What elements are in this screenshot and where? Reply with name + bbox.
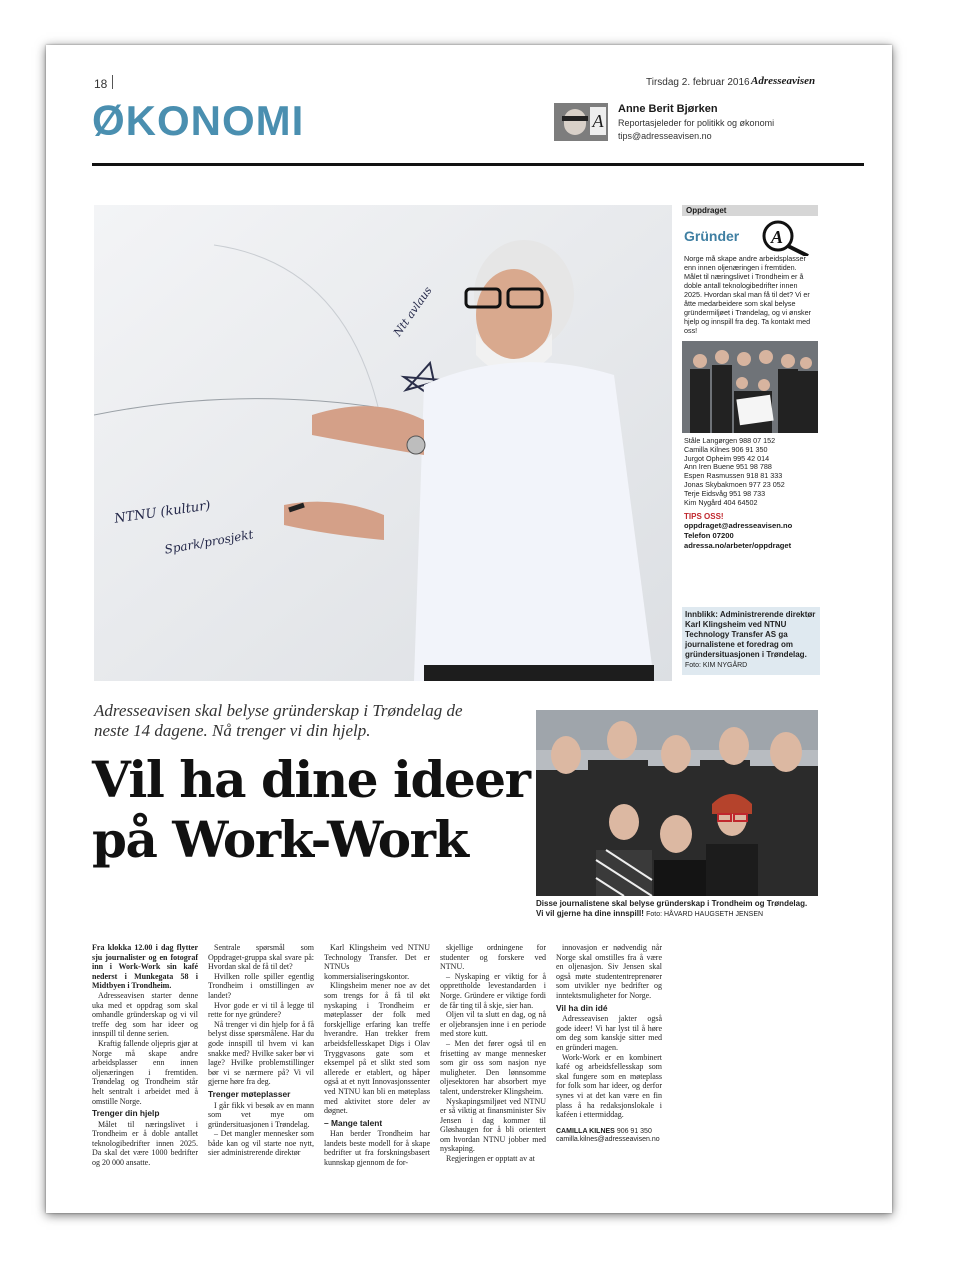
signature-email[interactable]: camilla.kilnes@adresseavisen.no bbox=[556, 1135, 660, 1143]
photo-caption bbox=[682, 607, 820, 675]
sidebar-label: Oppdraget bbox=[682, 205, 818, 216]
contact-line: Jurgot Opheim 995 42 014 bbox=[684, 453, 770, 463]
paragraph: Hvor gode er vi til å legge til rette for nye gründere? bbox=[208, 1000, 314, 1020]
whiteboard-text-2: Spark/prosjekt bbox=[163, 527, 255, 557]
paragraph: – Det mangler mennesker som både kan og vil starte noe nytt, sier administrerende direktør bbox=[208, 1129, 314, 1158]
signature-phone: 906 91 350 bbox=[616, 1127, 652, 1135]
magnifier-logo-icon bbox=[758, 218, 814, 256]
group-caption-credit: Foto: HÅVARD HAUGSETH JENSEN bbox=[646, 911, 764, 918]
paragraph: Klingsheim mener noe av det som trengs for å få til økt nyskaping i Trondheim er møteplasser der folk med forskjellige erfaring kan treffe hverandre. Han trekker frem arbeidsfellesskapet Digs i Olav Tryggvasons gate som et eksempel på et slikt sted som allerede er etablert, og håper også at et nytt Innovasjonssenter ved NTNU kan bli en møteplass med aktivitet store deler av døgnet. bbox=[324, 981, 430, 1116]
article-column-1 bbox=[92, 943, 198, 1168]
header-rule bbox=[92, 163, 864, 166]
paragraph: Sentrale spørsmål som Oppdraget-gruppa skal svare på: Hvordan skal de få til det? bbox=[208, 943, 314, 972]
paragraph: Hvilken rolle spiller egentlig Trondheim i omstillingen av landet? bbox=[208, 971, 314, 1000]
paragraph: Målet til næringslivet i Trondheim er å doble antallet teknologibedrifter innen 2025. Da skal det være 1000 bedrifter og 20 000 ansatte. bbox=[92, 1119, 198, 1168]
tips-url[interactable]: adressa.no/arbeter/oppdraget bbox=[684, 540, 792, 550]
main-photo bbox=[94, 205, 672, 681]
section-title: ØKONOMI bbox=[92, 97, 305, 144]
paragraph: Nyskapingsmiljøet ved NTNU er så viktig at finansminister Siv Jensen i dag kommer til Gløshaugen for å bli orientert om hvordan NTNU jobber med nyskaping. bbox=[440, 1096, 546, 1154]
paragraph: skjellige ordningene for studenter og forskere ved NTNU. bbox=[440, 943, 546, 972]
tips-phone: Telefon 07200 bbox=[684, 530, 734, 540]
article-lead: Fra klokka 12.00 i dag flytter sju journalister og en fotograf inn i Work-Work sin kafé nederst i Munkegata 58 i Midtbyen i Trondheim. bbox=[92, 943, 198, 991]
sidebar-team-photo bbox=[682, 341, 818, 433]
article-column-5 bbox=[556, 943, 662, 1144]
contact-line: Jonas Skybakmoen 977 23 052 bbox=[684, 479, 785, 489]
sidebar-contacts bbox=[682, 433, 818, 507]
whiteboard-text-1: NTNU (kultur) bbox=[113, 498, 212, 527]
paragraph: Oljen vil ta slutt en dag, og nå er oljebransjen inne i en periode med store kutt. bbox=[440, 1010, 546, 1039]
paragraph: Regjeringen er opptatt av at bbox=[446, 1154, 535, 1164]
kicker: Adresseavisen skal belyse gründerskap i Trøndelag de neste 14 dagene. Nå trenger vi din hjelp. bbox=[94, 701, 463, 740]
page-number: 18 bbox=[94, 77, 108, 91]
newspaper-page bbox=[46, 45, 892, 1213]
article-column-4 bbox=[440, 943, 546, 1164]
paragraph: Nå trenger vi din hjelp for å få belyst disse spørsmålene. Har du gode innspill til hvem vi kan snakke med? Hvilke saker bør vi lage? Hvilke problemstillinger bør vi se nærmere på? Vi vil gjerne høre fra deg. bbox=[208, 1019, 314, 1087]
article-column-3 bbox=[324, 943, 430, 1168]
group-caption-text: Disse journalistene skal belyse gründerskap i Trondheim og Trøndelag. Vi vil gjerne ha dine innspill! bbox=[536, 899, 808, 918]
header-divider bbox=[112, 75, 113, 89]
paragraph: I går fikk vi besøk av en mann som vet mye om gründersituasjonen i Trøndelag. bbox=[208, 1100, 314, 1129]
article-column-2 bbox=[208, 943, 314, 1158]
signature bbox=[556, 1128, 662, 1144]
whiteboard-illustration bbox=[94, 205, 672, 681]
paragraph: Work-Work er en kombinert kafé og arbeidsfellesskap som skal fungere som en møteplass for folk som har ideer, og derfor synes vi at det kan være en fin plass å ha redaksjonslokale i kaféen i ettermiddag. bbox=[556, 1052, 662, 1120]
paragraph: innovasjon er nødvendig når Norge skal omstilles fra å være en oljenasjon. Siv Jensen skal også møte studententreprenører som utvikler nye bedrifter og inntektsmuligheter for Norge. bbox=[556, 943, 662, 1000]
contact-line: Ann Iren Buene 951 98 788 bbox=[684, 462, 772, 472]
byline-name: Anne Berit Bjørken bbox=[618, 103, 718, 115]
headline-line-1: Vil ha dine ideer bbox=[92, 750, 530, 809]
contact-line: Terje Eidsvåg 951 98 733 bbox=[684, 488, 766, 498]
paragraph: Karl Klingsheim ved NTNU Technology Transfer. Det er NTNUs kommersialiseringskontor. bbox=[324, 943, 430, 981]
byline-role: Reportasjeleder for politikk og økonomi bbox=[618, 118, 775, 128]
group-photo bbox=[536, 710, 818, 896]
paper-logo: Adresseavisen bbox=[751, 75, 816, 87]
contact-line: Ståle Langørgen 988 07 152 bbox=[684, 436, 776, 445]
tips-lines bbox=[682, 521, 818, 550]
photo-caption-lead: Innblikk: Administrerende direktør Karl Klingsheim ved NTNU Technology Transfer AS ga journalistene et foredrag om gründersituasjonen i Trøndelag. bbox=[685, 610, 816, 659]
subheading: – Mange talent bbox=[324, 1117, 383, 1128]
photo-caption-credit: Foto: KIM NYGÅRD bbox=[685, 662, 748, 669]
sidebar-title: Gründer bbox=[684, 228, 740, 244]
group-caption bbox=[536, 899, 816, 920]
contact-line: Camilla Kilnes 906 91 350 bbox=[684, 444, 768, 454]
byline-photo: A bbox=[554, 103, 608, 141]
contact-line: Espen Rasmussen 918 81 333 bbox=[684, 471, 783, 481]
paragraph: Adresseavisen starter denne uka med et oppdrag som skal omhandle gründerskap og vi vil treffe deg som har ideer og innspill til denne serien. bbox=[92, 990, 198, 1039]
subheading: Trenger din hjelp bbox=[92, 1108, 160, 1119]
paragraph: – Men det fører også til en frisetting av mange mennesker som gir oss som nasjon nye muligheter. Den lønnsomme oljesektoren har absorbert mye talent, understreker Klingsheim. bbox=[440, 1038, 546, 1096]
tips-email[interactable]: oppdraget@adresseavisen.no bbox=[684, 521, 793, 531]
paragraph: Adresseavisen jakter også gode ideer! Vi har lyst til å høre om deg som kanskje sitter med en gründeri magen. bbox=[556, 1014, 662, 1052]
signature-name: CAMILLA KILNES bbox=[556, 1127, 615, 1135]
paragraph: Kraftig fallende oljepris gjør at Norge må skape andre arbeidsplasser enn innen oljenæringen i fremtiden. Trøndelag og Trondheim står helt sentralt i arbeidet med å omstille Norge. bbox=[92, 1038, 198, 1106]
tips-label: TIPS OSS! bbox=[684, 512, 724, 522]
subheading: Vil ha din idé bbox=[556, 1002, 608, 1013]
paragraph: – Nyskaping er viktig for å opprettholde levestandarden i Norge. Gründere er viktige fordi de får ting til å skje, sier han. bbox=[440, 971, 546, 1010]
headline-line-2: på Work-Work bbox=[92, 810, 468, 869]
sidebar-body: Norge må skape andre arbeidsplasser enn innen oljenæringen i fremtiden. Målet til næringslivet i Trondheim er å doble antall teknologibedrifter innen 2025. Hvordan skal man få til det? Vi er åtte medarbeidere som skal belyse gründermiljøet i Trøndelag, og vi ønsker hjelp og innspill fra deg. Ta kontakt med oss! bbox=[684, 254, 812, 335]
svg-text:A: A bbox=[771, 227, 784, 247]
subheading: Trenger møteplasser bbox=[208, 1088, 291, 1099]
page-date: Tirsdag 2. februar 2016 bbox=[646, 77, 750, 88]
contact-line: Kim Nygård 404 64502 bbox=[684, 497, 758, 507]
whiteboard-text-3: Ntt avlaus bbox=[390, 284, 435, 339]
byline-email: tips@adresseavisen.no bbox=[618, 131, 712, 141]
paragraph: Han berder Trondheim har landets beste modell for å skape bedrifter ut fra forskningsbasert kunnskap gjennom de for- bbox=[324, 1129, 430, 1168]
